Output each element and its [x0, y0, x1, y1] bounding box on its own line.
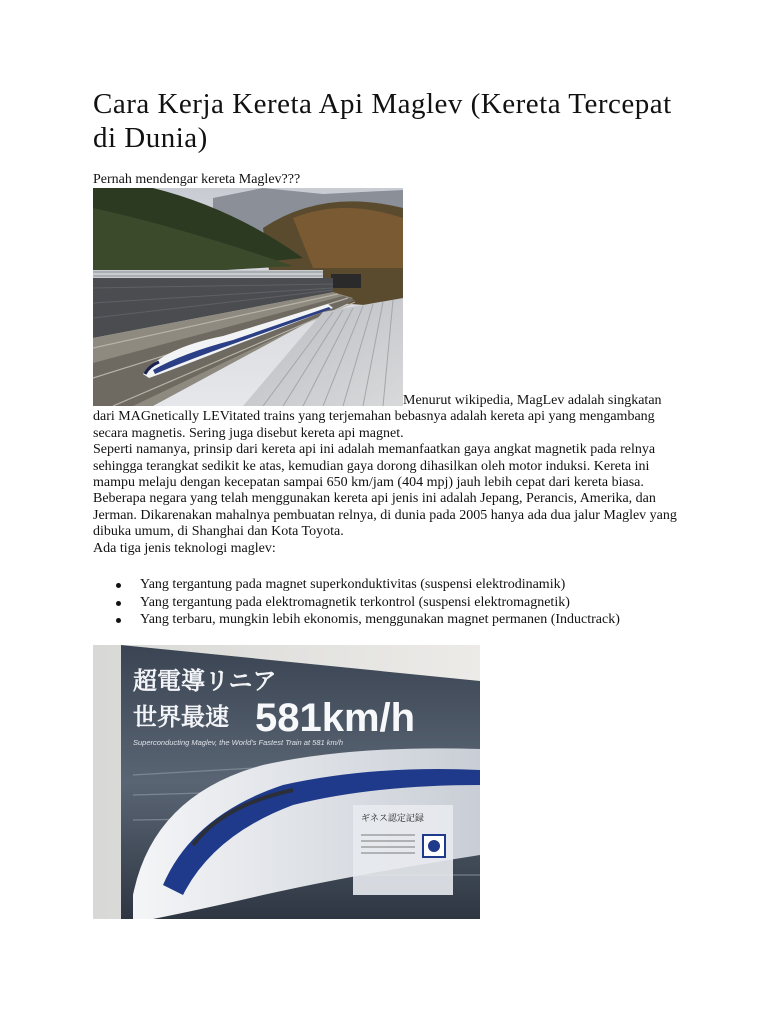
intro-line: Pernah mendengar kereta Maglev??? [93, 172, 301, 187]
bullet-icon [116, 583, 121, 588]
list-item: Yang tergantung pada magnet superkonduktivitas (suspensi elektrodinamik) [93, 576, 693, 594]
bullet-icon [116, 618, 121, 623]
maglev-poster-photo [93, 645, 480, 919]
poster-line-1: 超電導リニア [133, 667, 277, 695]
poster-speed: 581km/h [255, 696, 416, 740]
maglev-types-list [93, 576, 693, 629]
poster-caption: Superconducting Maglev, the World's Fastest Train at 581 km/h [133, 738, 343, 747]
bullet-icon [116, 601, 121, 606]
paragraph-3: Ada tiga jenis teknologi maglev: [93, 540, 276, 556]
article-body [93, 393, 683, 557]
paragraph-2: Seperti namanya, prinsip dari kereta api ini adalah memanfaatkan gaya angkat magnetik pada relnya sehingga terangkat sedikit ke atas, kemudian gaya dorong dihasilkan oleh motor induksi. Kereta ini mampu melaju dengan kecepatan sampai 650 km/jam (404 mpj) jauh lebih cepat dari kereta biasa. Beberapa negara yang telah menggunakan kereta api jenis ini adalah Jepang, Perancis, Amerika, dan Jerman. Dikarenakan mahalnya pembuatan relnya, di dunia pada 2005 hanya ada dua jalur Maglev yang dibuka umum, di Shanghai dan Kota Toyota. [93, 442, 677, 540]
page-title: Cara Kerja Kereta Api Maglev (Kereta Tercepat di Dunia) [93, 88, 672, 154]
paragraph-1: Menurut wikipedia, MagLev adalah singkatan dari MAGnetically LEVitated trains yang terjemahan bebasnya adalah kereta api yang mengambang secara magnetis. Sering juga disebut kereta api magnet. [93, 393, 662, 441]
poster-line-2: 世界最速 [133, 703, 229, 731]
certificate-title: ギネス認定記録 [361, 814, 424, 824]
list-item: Yang tergantung pada elektromagnetik terkontrol (suspensi elektromagnetik) [93, 594, 693, 612]
maglev-track-photo [93, 188, 403, 406]
list-item: Yang terbaru, mungkin lebih ekonomis, menggunakan magnet permanen (Inductrack) [93, 611, 693, 629]
